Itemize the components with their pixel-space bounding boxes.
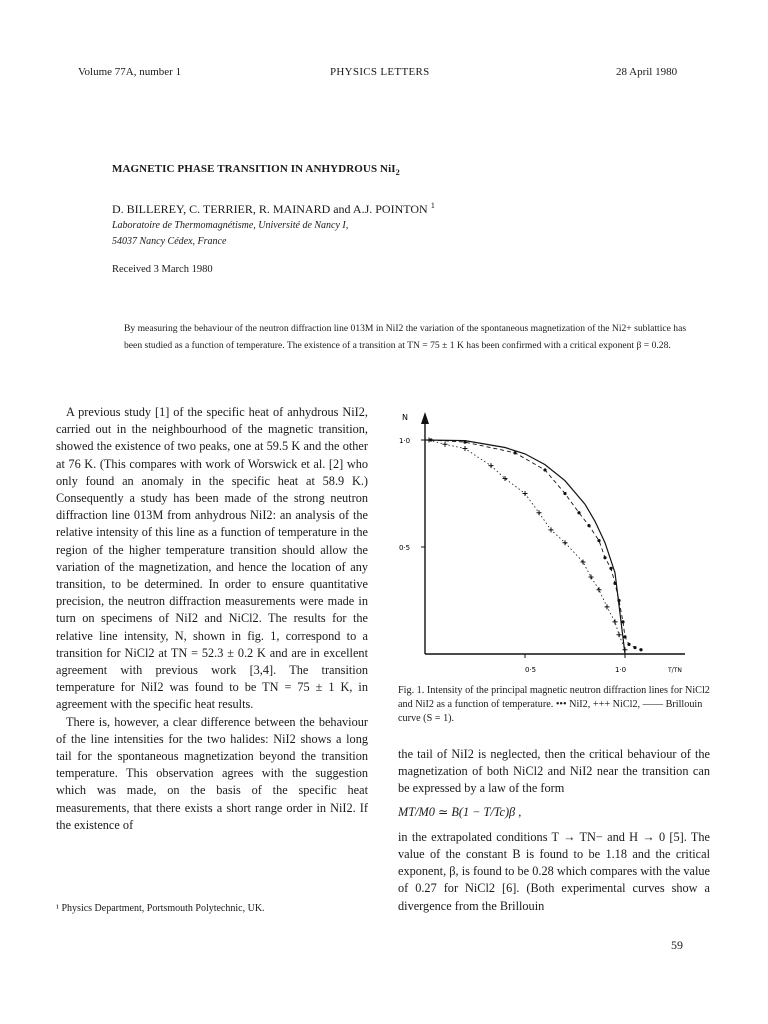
nii2-data-point — [617, 599, 620, 602]
affiliation-line-1: Laboratoire de Thermomagnétisme, Université de Nancy I, — [112, 220, 349, 231]
nicl2-data-point — [427, 438, 432, 443]
x-tick-label: 1·0 — [615, 666, 627, 674]
body-column-right — [398, 746, 710, 915]
affiliation-line-2: 54037 Nancy Cédex, France — [112, 236, 227, 247]
nii2-data-point — [613, 582, 616, 585]
body-paragraph: There is, however, a clear difference between the behaviour of the line intensities for the two halides: NiI2 shows a long tail for the spontaneous magnetization beyond the transition temperature. This observation agrees with the suggestion which was made, on the basis of the specific heat measurements, that there exists a short range order in NiI2. If the existence of — [56, 714, 368, 832]
journal-name: PHYSICS LETTERS — [330, 66, 430, 78]
nicl2-series-line — [429, 440, 625, 650]
nii2-data-point — [543, 468, 546, 471]
nii2-data-point — [463, 441, 466, 444]
nicl2-data-point — [617, 632, 622, 637]
nicl2-data-point — [523, 491, 528, 496]
nii2-data-point — [621, 620, 624, 623]
body-paragraph: A previous study [1] of the specific heat of anhydrous NiI2, carried out in the neighbourhood of the magnetic transition, showed the existence of two peaks, one at 59.5 K and the other at 76 K. (This compares with work of Worswick et al. [2] who only found an anomaly in the specific heat at 58.9 K.) Consequently a study has been made of the strong neutron diffraction line 013M from anhydrous NiI2: an analysis of the relative intensity of this line as a function of temperature in the region of the higher temperature transition should allow the variation of the magnetization, and hence the location of any transition, to be determined. In order to ensure quantitative precision, the neutron diffraction measurements were made in turn on specimens of NiI2 and NiCl2. The results for the relative line intensity, N, shown in fig. 1, correspond to a transition for NiCl2 at TN = 52.3 ± 0.2 K and are in excellent agreement with previous work [3,4]. The transition temperature for NiI2 was found to be TN = 75 ± 1 K, in agreement with the specific heat results. — [56, 405, 368, 712]
author-footnote-mark: 1 — [430, 201, 435, 210]
y-axis-arrow-icon — [421, 412, 429, 424]
x-tick-label: 0·5 — [525, 666, 537, 674]
issue-date: 28 April 1980 — [616, 66, 678, 78]
nii2-data-point — [563, 492, 566, 495]
paper-title-text: MAGNETIC PHASE TRANSITION IN ANHYDROUS NiI — [112, 163, 396, 175]
nicl2-data-point — [489, 463, 494, 468]
paper-title — [112, 163, 400, 177]
nii2-data-point — [603, 556, 606, 559]
nicl2-data-point — [613, 619, 618, 624]
nicl2-data-point — [623, 647, 628, 652]
page-number: 59 — [671, 938, 683, 952]
paper-title-subscript: 2 — [395, 168, 400, 178]
nicl2-data-point — [597, 587, 602, 592]
nii2-data-point — [609, 567, 612, 570]
nii2-data-point — [587, 524, 590, 527]
nii2-data-point — [513, 451, 516, 454]
nii2-data-point — [627, 643, 630, 646]
nii2-data-point — [597, 539, 600, 542]
nicl2-data-point — [605, 604, 610, 609]
footnote: ¹ Physics Department, Portsmouth Polytechnic, UK. — [56, 903, 265, 914]
y-tick-label: 1·0 — [399, 437, 411, 445]
equation: MT/M0 ≃ B(1 − T/Tc)β , — [398, 804, 522, 819]
body-paragraph: in the extrapolated conditions T → TN− and H → 0 [5]. The value of the constant B is found to be 1.18 and the critical exponent, β, is found to be 0.28 which compares with the value of 0.27 for NiCl2 [6]. (Both experimental curves show a divergence from the Brillouin — [398, 829, 710, 913]
body-column-left — [56, 404, 368, 834]
nii2-data-point — [623, 635, 626, 638]
abstract: By measuring the behaviour of the neutron diffraction line 013M in NiI2 the variation of the spontaneous magnetization of the Ni2+ sublattice has been studied as a function of temperature. The existence of a transition at TN = 75 ± 1 K has been confirmed with a critical exponent β = 0.28. — [124, 323, 687, 351]
nii2-data-point — [577, 511, 580, 514]
y-tick-label: 0·5 — [399, 544, 411, 552]
nicl2-data-point — [443, 442, 448, 447]
brillouin-curve — [425, 440, 625, 654]
volume-label: Volume 77A, number 1 — [78, 66, 182, 78]
nii2-series-line — [431, 440, 641, 650]
y-axis-label: N — [402, 413, 408, 422]
nii2-data-point — [633, 646, 636, 649]
nii2-data-point — [639, 648, 642, 651]
nicl2-data-point — [549, 527, 554, 532]
nicl2-data-point — [463, 446, 468, 451]
received-date: Received 3 March 1980 — [112, 264, 213, 275]
figure-caption: Fig. 1. Intensity of the principal magnetic neutron diffraction lines for NiCl2 and NiI2 as a function of temperature. ••• NiI2, +++ NiCl2, —— Brillouin curve (S = 1). — [398, 685, 710, 724]
x-axis-label: T/TN — [668, 667, 682, 674]
nicl2-data-point — [581, 559, 586, 564]
chart-marks — [421, 438, 643, 659]
figure-1-chart — [380, 400, 710, 680]
author-names: D. BILLEREY, C. TERRIER, R. MAINARD and A.J. POINTON — [112, 202, 428, 216]
body-paragraph: the tail of NiI2 is neglected, then the critical behaviour of the magnetization of both NiCl2 and NiI2 near the transition can be expressed by a law of the form — [398, 747, 710, 796]
author-list — [112, 201, 435, 217]
nicl2-data-point — [589, 574, 594, 579]
